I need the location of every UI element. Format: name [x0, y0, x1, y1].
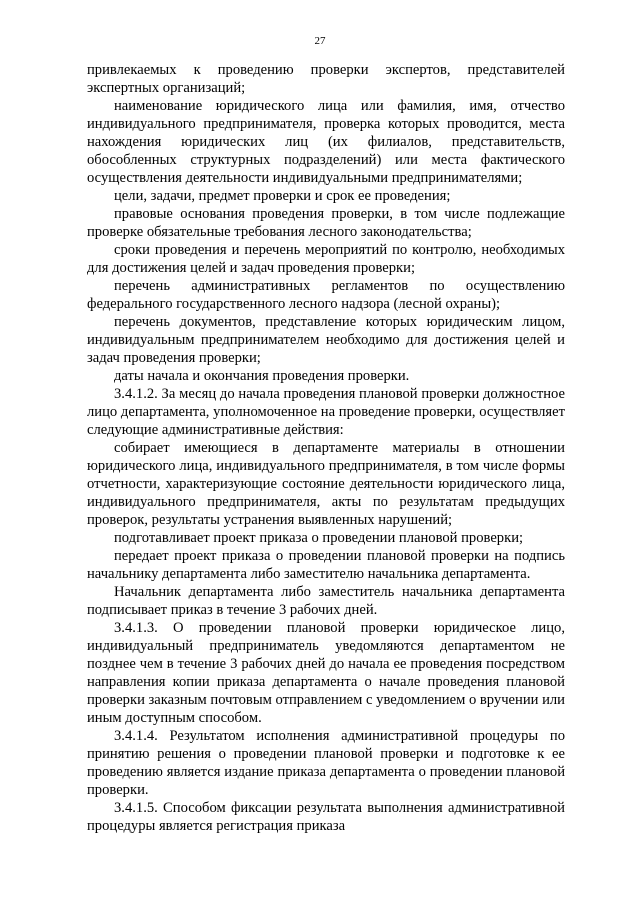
paragraph: цели, задачи, предмет проверки и срок ее проведения; — [114, 188, 451, 204]
paragraph: даты начала и окончания проведения проверки. — [114, 368, 410, 384]
paragraph: правовые основания проведения проверки, в том числе подлежащие проверке обязательные требования лесного законодательства; — [87, 206, 565, 240]
document-body — [87, 61, 565, 835]
paragraph: перечень документов, представление которых юридическим лицом, индивидуальным предпринимателем необходимо для достижения целей и задач проведения проверки; — [87, 314, 565, 366]
section-paragraph-3-4-1-5: 3.4.1.5. Способом фиксации результата выполнения административной процедуры является регистрация приказа — [87, 800, 565, 834]
paragraph: подготавливает проект приказа о проведении плановой проверки; — [114, 530, 524, 546]
section-paragraph-3-4-1-2: 3.4.1.2. За месяц до начала проведения плановой проверки должностное лицо департамента, уполномоченное на проведение проверки, осуществляет следующие административные действия: — [87, 386, 565, 438]
paragraph: перечень административных регламентов по осуществлению федерального государственного лесного надзора (лесной охраны); — [87, 278, 565, 312]
paragraph: привлекаемых к проведению проверки экспертов, представителей экспертных организаций; — [87, 62, 565, 96]
paragraph: передает проект приказа о проведении плановой проверки на подпись начальнику департамента либо заместителю начальника департамента. — [87, 548, 565, 582]
paragraph: Начальник департамента либо заместитель начальника департамента подписывает приказ в течение 3 рабочих дней. — [87, 584, 565, 618]
paragraph: наименование юридического лица или фамилия, имя, отчество индивидуального предпринимателя, проверка которых проводится, места нахождения юридических лиц (их филиалов, представительств, обособленных структурных подразделений) или места фактического осуществления деятельности индивидуальными предпринимателями; — [87, 98, 565, 186]
section-paragraph-3-4-1-4: 3.4.1.4. Результатом исполнения административной процедуры по принятию решения о проведении плановой проверки и подготовке к ее проведению является издание приказа департамента о проведении плановой проверки. — [87, 728, 565, 798]
paragraph: собирает имеющиеся в департаменте материалы в отношении юридического лица, индивидуального предпринимателя, в том числе формы отчетности, характеризующие состояние деятельности юридического лица, индивидуального предпринимателя, акты по результатам предыдущих проверок, результаты устранения выявленных нарушений; — [87, 440, 565, 528]
page-number: 27 — [314, 35, 326, 47]
section-paragraph-3-4-1-3: 3.4.1.3. О проведении плановой проверки юридическое лицо, индивидуальный предприниматель уведомляются департаментом не позднее чем в течение 3 рабочих дней до начала ее проведения посредством направления копии приказа департамента о начале проведения плановой проверки заказным почтовым отправлением с уведомлением о вручении или иным доступным способом. — [87, 620, 565, 726]
paragraph: сроки проведения и перечень мероприятий по контролю, необходимых для достижения целей и задач проведения проверки; — [87, 242, 565, 276]
